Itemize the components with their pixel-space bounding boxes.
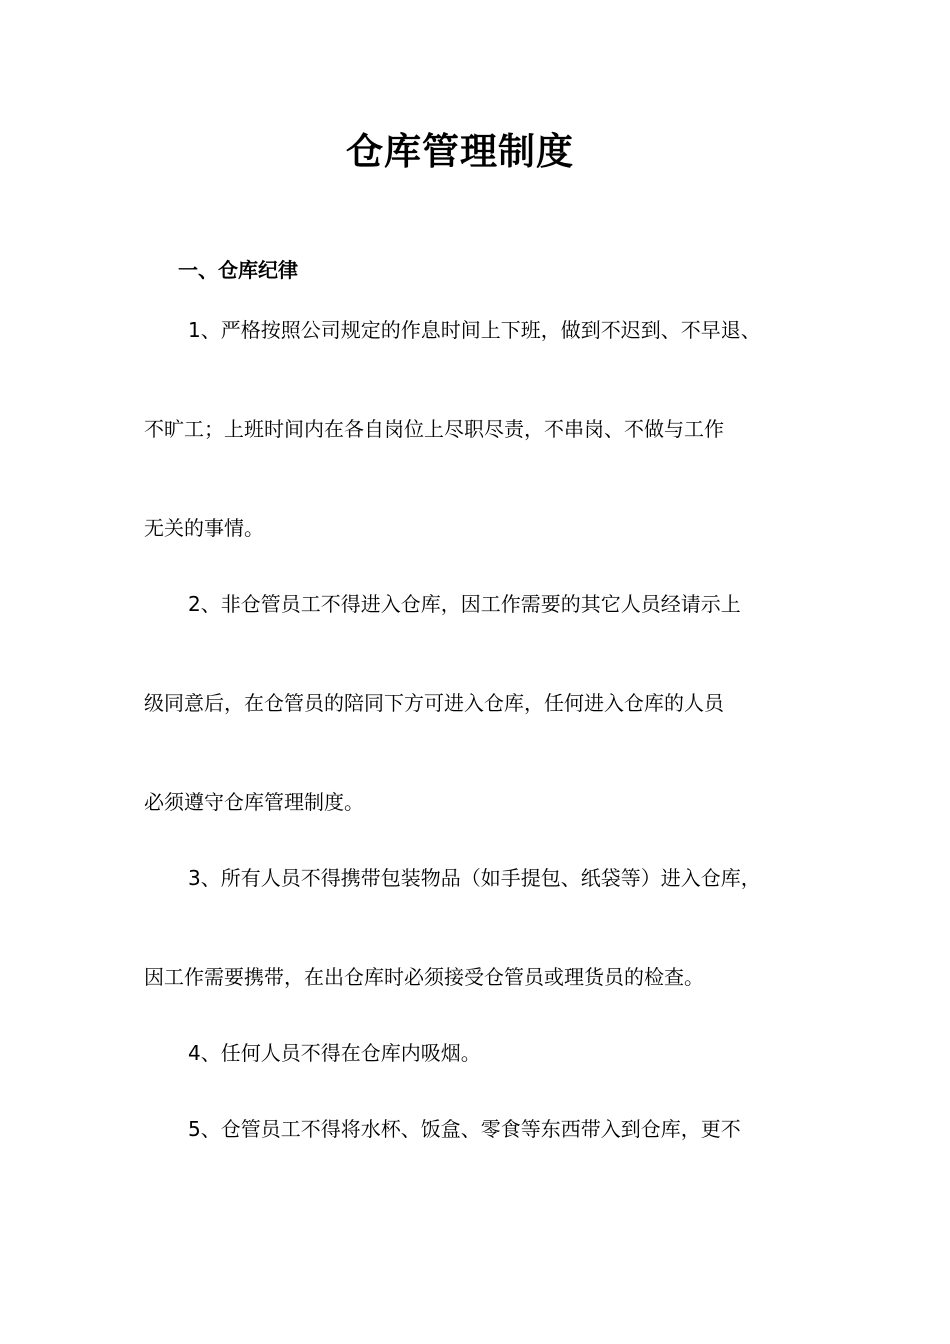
section-heading: 一、仓库纪律 <box>178 258 298 282</box>
paragraph-line: 因工作需要携带，在出仓库时必须接受仓管员或理货员的检查。 <box>144 965 704 989</box>
paragraph-line: 3、所有人员不得携带包装物品（如手提包、纸袋等）进入仓库， <box>188 866 761 890</box>
paragraph-line: 1、严格按照公司规定的作息时间上下班，做到不迟到、不早退、 <box>188 318 761 342</box>
paragraph-line: 4、任何人员不得在仓库内吸烟。 <box>188 1041 481 1065</box>
paragraph-line: 级同意后，在仓管员的陪同下方可进入仓库，任何进入仓库的人员 <box>144 691 724 715</box>
paragraph-line: 2、非仓管员工不得进入仓库，因工作需要的其它人员经请示上 <box>188 592 741 616</box>
paragraph-line: 不旷工；上班时间内在各自岗位上尽职尽责，不串岗、不做与工作 <box>144 417 724 441</box>
paragraph-line: 5、仓管员工不得将水杯、饭盒、零食等东西带入到仓库，更不 <box>188 1117 741 1141</box>
paragraph-line: 无关的事情。 <box>144 516 264 540</box>
paragraph-line: 必须遵守仓库管理制度。 <box>144 790 364 814</box>
page-title: 仓库管理制度 <box>346 130 574 173</box>
